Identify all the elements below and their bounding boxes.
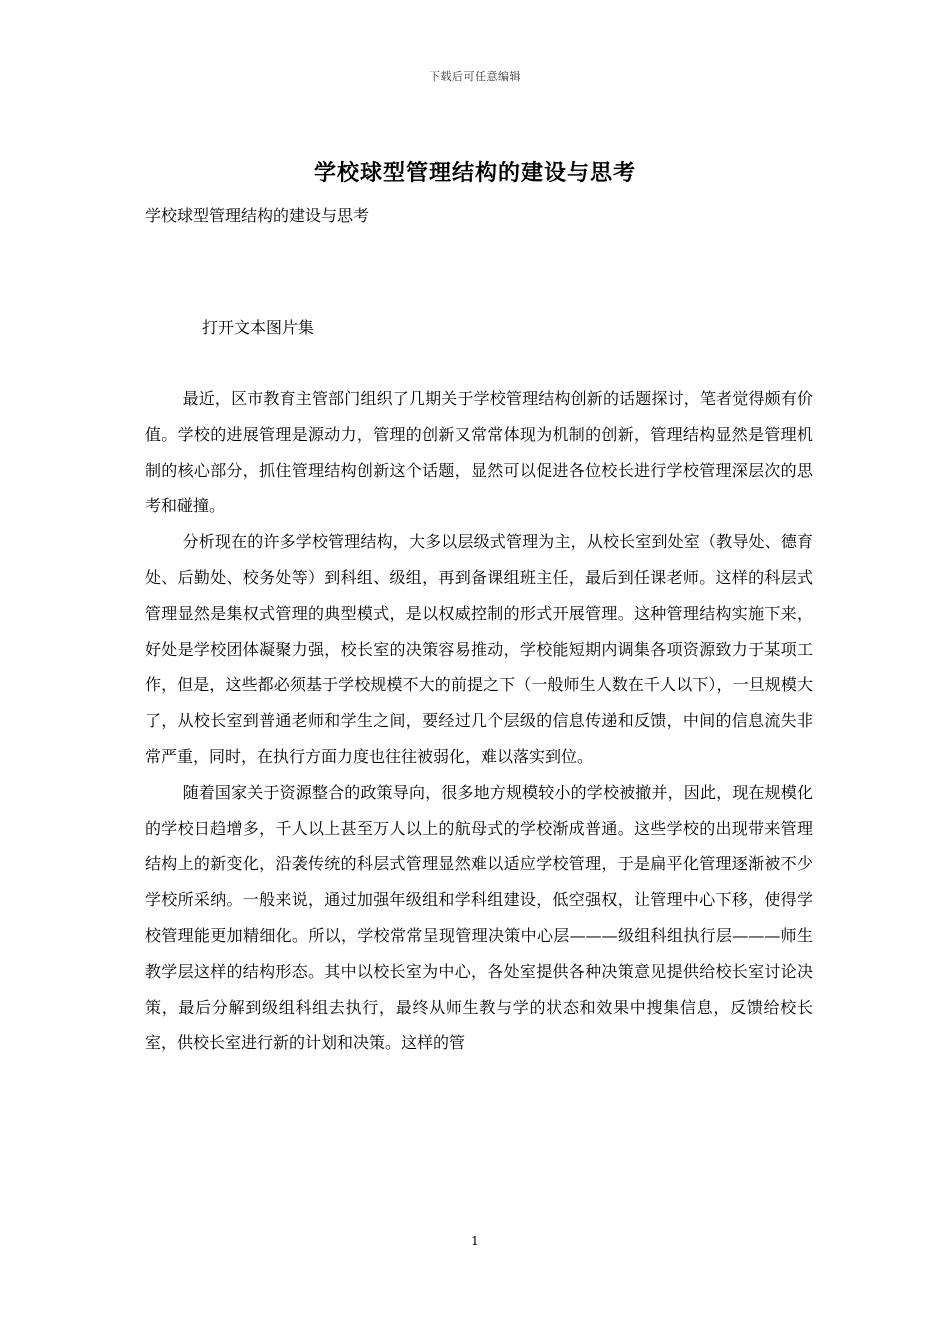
body-paragraph-3: 随着国家关于资源整合的政策导向，很多地方规模较小的学校被撤并，因此，现在规模化的学校日趋增多，千人以上甚至万人以上的航母式的学校渐成普通。这些学校的出现带来管理结构上的新变化，沿袭传统的科层式管理显然难以适应学校管理，于是扁平化管理逐渐被不少学校所采纳。一般来说，通过加强年级组和学科组建设，低空强权，让管理中心下移，使得学校管理能更加精细化。所以，学校常常呈现管理决策中心层———级组科组执行层———师生教学层这样的结构形态。其中以校长室为中心，各处室提供各种决策意见提供给校长室讨论决策，最后分解到级组科组去执行，最终从师生教与学的状态和效果中搜集信息，反馈给校长室，供校长室进行新的计划和决策。这样的管 <box>145 782 813 1053</box>
page-header-note: 下载后可任意编辑 <box>429 70 521 83</box>
document-title: 学校球型管理结构的建设与思考 <box>313 160 636 186</box>
open-image-gallery-link[interactable]: 打开文本图片集 <box>202 318 315 337</box>
body-paragraph-1: 最近，区市教育主管部门组织了几期关于学校管理结构创新的话题探讨，笔者觉得颇有价值。学校的进展管理是源动力，管理的创新又常常体现为机制的创新，管理结构显然是管理机制的核心部分，抓住管理结构创新这个话题，显然可以促进各位校长进行学校管理深层次的思考和碰撞。 <box>145 389 813 516</box>
document-subtitle: 学校球型管理结构的建设与思考 <box>145 206 370 225</box>
page-number: 1 <box>471 1234 479 1248</box>
document-body <box>145 381 813 1061</box>
body-paragraph-2: 分析现在的许多学校管理结构，大多以层级式管理为主，从校长室到处室（教导处、德育处、后勤处、校务处等）到科组、级组，再到备课组班主任，最后到任课老师。这样的科层式管理显然是集权式管理的典型模式，是以权威控制的形式开展管理。这种管理结构实施下来，好处是学校团体凝聚力强，校长室的决策容易推动，学校能短期内调集各项资源致力于某项工作，但是，这些都必须基于学校规模不大的前提之下（一般师生人数在千人以下），一旦规模大了，从校长室到普通老师和学生之间，要经过几个层级的信息传递和反馈，中间的信息流失非常严重，同时，在执行方面力度也往往被弱化，难以落实到位。 <box>145 532 813 766</box>
